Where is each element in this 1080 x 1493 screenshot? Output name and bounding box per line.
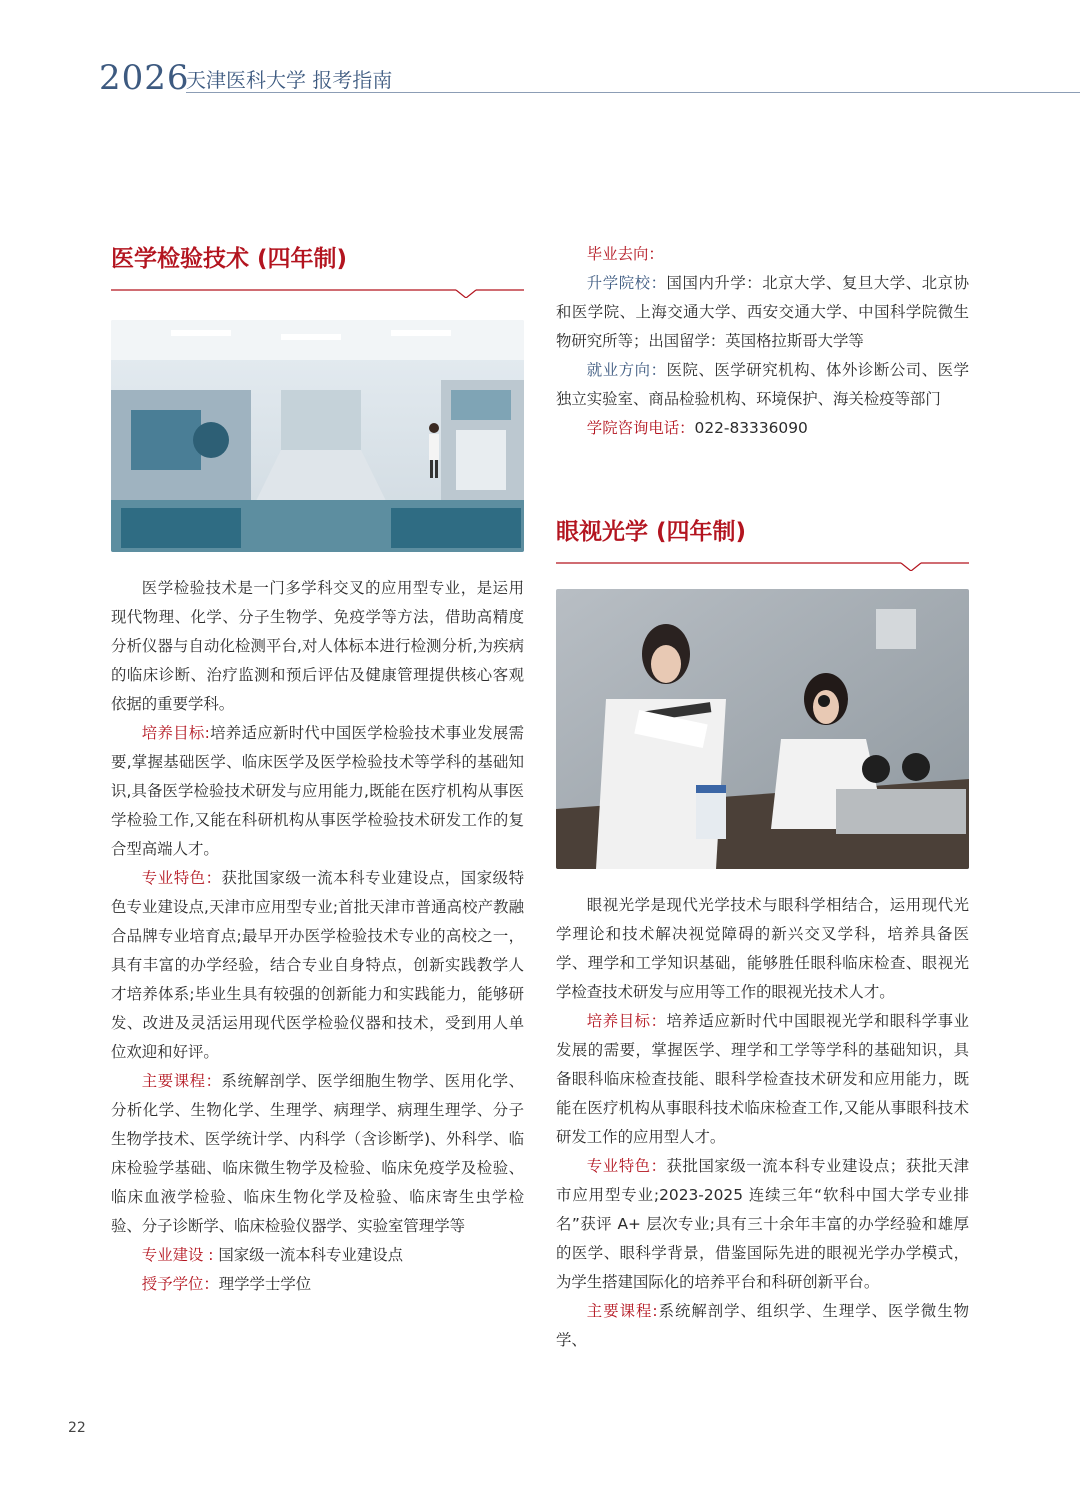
lab-goal — [111, 719, 524, 864]
section-title-lab-medicine: 医学检验技术 (四年制) — [111, 246, 348, 272]
course-text: 系统解剖学、医学细胞生物学、医用化学、分析化学、生物化学、生理学、病理学、病理生理学、分子生物学技术、医学统计学、内科学（含诊断学)、外科学、临床检验学基础、临床微生物学及检验、临床免疫学及检验、临床血液学检验、临床生物化学及检验、临床寄生虫学检验、分子诊断学、临床检验仪器学、实验室管理学等 — [111, 1072, 524, 1235]
goal-label: 培养目标: — [141, 724, 210, 742]
phone-label: 学院咨询电话： — [586, 419, 695, 437]
opt-course — [556, 1297, 969, 1355]
goal-label: 培养目标： — [586, 1012, 667, 1030]
lab-degree — [111, 1270, 524, 1299]
degree-label: 授予学位： — [141, 1275, 219, 1293]
course-label: 主要课程： — [141, 1072, 222, 1090]
goal-text: 培养适应新时代中国医学检验技术事业发展需要,掌握基础医学、临床医学及医学检验技术等学科的基础知识,具备医学检验技术研发与应用能力,既能在医疗机构从事医学检验工作,又能在科研机构从事医学检验技术研发工作的复合型高端人才。 — [111, 724, 524, 858]
course-text: 系统解剖学、组织学、生理学、医学微生物学、 — [556, 1302, 969, 1349]
right-column — [556, 240, 969, 1355]
left-column — [111, 240, 524, 1299]
contact-phone — [556, 414, 969, 443]
opt-feature — [556, 1152, 969, 1297]
lab-photo — [111, 320, 524, 552]
course-label: 主要课程: — [586, 1302, 658, 1320]
feature-text: 获批国家级一流本科专业建设点；获批天津市应用型专业;2023-2025 连续三年“软科中国大学专业排名”获评 A+ 层次专业;具有三十余年丰富的办学经验和雄厚的医学、眼科学背景，借鉴国际先进的眼视光学办学模式，为学生搭建国际化的培养平台和科研创新平台。 — [556, 1157, 969, 1291]
lab-course — [111, 1067, 524, 1241]
grad-job — [556, 356, 969, 414]
header-title: 天津医科大学 报考指南 — [186, 68, 393, 92]
grad-further — [556, 269, 969, 356]
phone-text: 022-83336090 — [694, 419, 808, 437]
further-text: 国国内升学：北京大学、复旦大学、北京协和医学院、上海交通大学、西安交通大学、中国科学院微生物研究所等；出国留学：英国格拉斯哥大学等 — [556, 274, 969, 350]
lab-feature — [111, 864, 524, 1067]
lab-intro: 医学检验技术是一门多学科交叉的应用型专业，是运用现代物理、化学、分子生物学、免疫学等方法，借助高精度分析仪器与自动化检测平台,对人体标本进行检测分析,为疾病的临床诊断、治疗监测和预后评估及健康管理提供核心客观依据的重要学科。 — [111, 579, 524, 713]
goal-text: 培养适应新时代中国眼视光学和眼科学事业发展的需要，掌握医学、理学和工学等学科的基础知识，具备眼科临床检查技能、眼科学检查技术研发和应用能力，既能在医疗机构从事眼科技术临床检查工作,又能从事眼科技术研发工作的应用型人才。 — [556, 1012, 969, 1146]
header-rule — [186, 92, 1080, 93]
build-label: 专业建设 : — [141, 1246, 214, 1264]
job-label: 就业方向： — [586, 361, 667, 379]
page-number: 22 — [68, 1420, 86, 1436]
opt-intro: 眼视光学是现代光学技术与眼科学相结合，运用现代光学理论和技术解决视觉障碍的新兴交叉学科，培养具备医学、理学和工学知识基础，能够胜任眼科临床检查、眼视光学检查技术研发与应用等工作的眼视光技术人才。 — [556, 896, 969, 1001]
section-divider — [111, 284, 524, 298]
further-label: 升学院校： — [586, 274, 667, 292]
build-text: 国家级一流本科专业建设点 — [213, 1246, 404, 1264]
grad-heading — [556, 240, 969, 269]
feature-label: 专业特色： — [586, 1157, 667, 1175]
feature-label: 专业特色： — [141, 869, 222, 887]
degree-text: 理学学士学位 — [218, 1275, 312, 1293]
opt-goal — [556, 1007, 969, 1152]
header-year: 2026 — [99, 58, 190, 98]
section-title-optometry: 眼视光学 (四年制) — [556, 519, 747, 545]
lab-build — [111, 1241, 524, 1270]
section-divider — [556, 557, 969, 571]
job-text: 医院、医学研究机构、体外诊断公司、医学独立实验室、商品检验机构、环境保护、海关检疫等部门 — [556, 361, 969, 408]
feature-text: 获批国家级一流本科专业建设点，国家级特色专业建设点,天津市应用型专业;首批天津市普通高校产教融合品牌专业培育点;最早开办医学检验技术专业的高校之一，具有丰富的办学经验，结合专业自身特点，创新实践教学人才培养体系;毕业生具有较强的创新能力和实践能力，能够研发、改进及灵活运用现代医学检验仪器和技术，受到用人单位欢迎和好评。 — [111, 869, 524, 1061]
grad-label: 毕业去向： — [586, 245, 664, 263]
optometry-photo — [556, 589, 969, 869]
